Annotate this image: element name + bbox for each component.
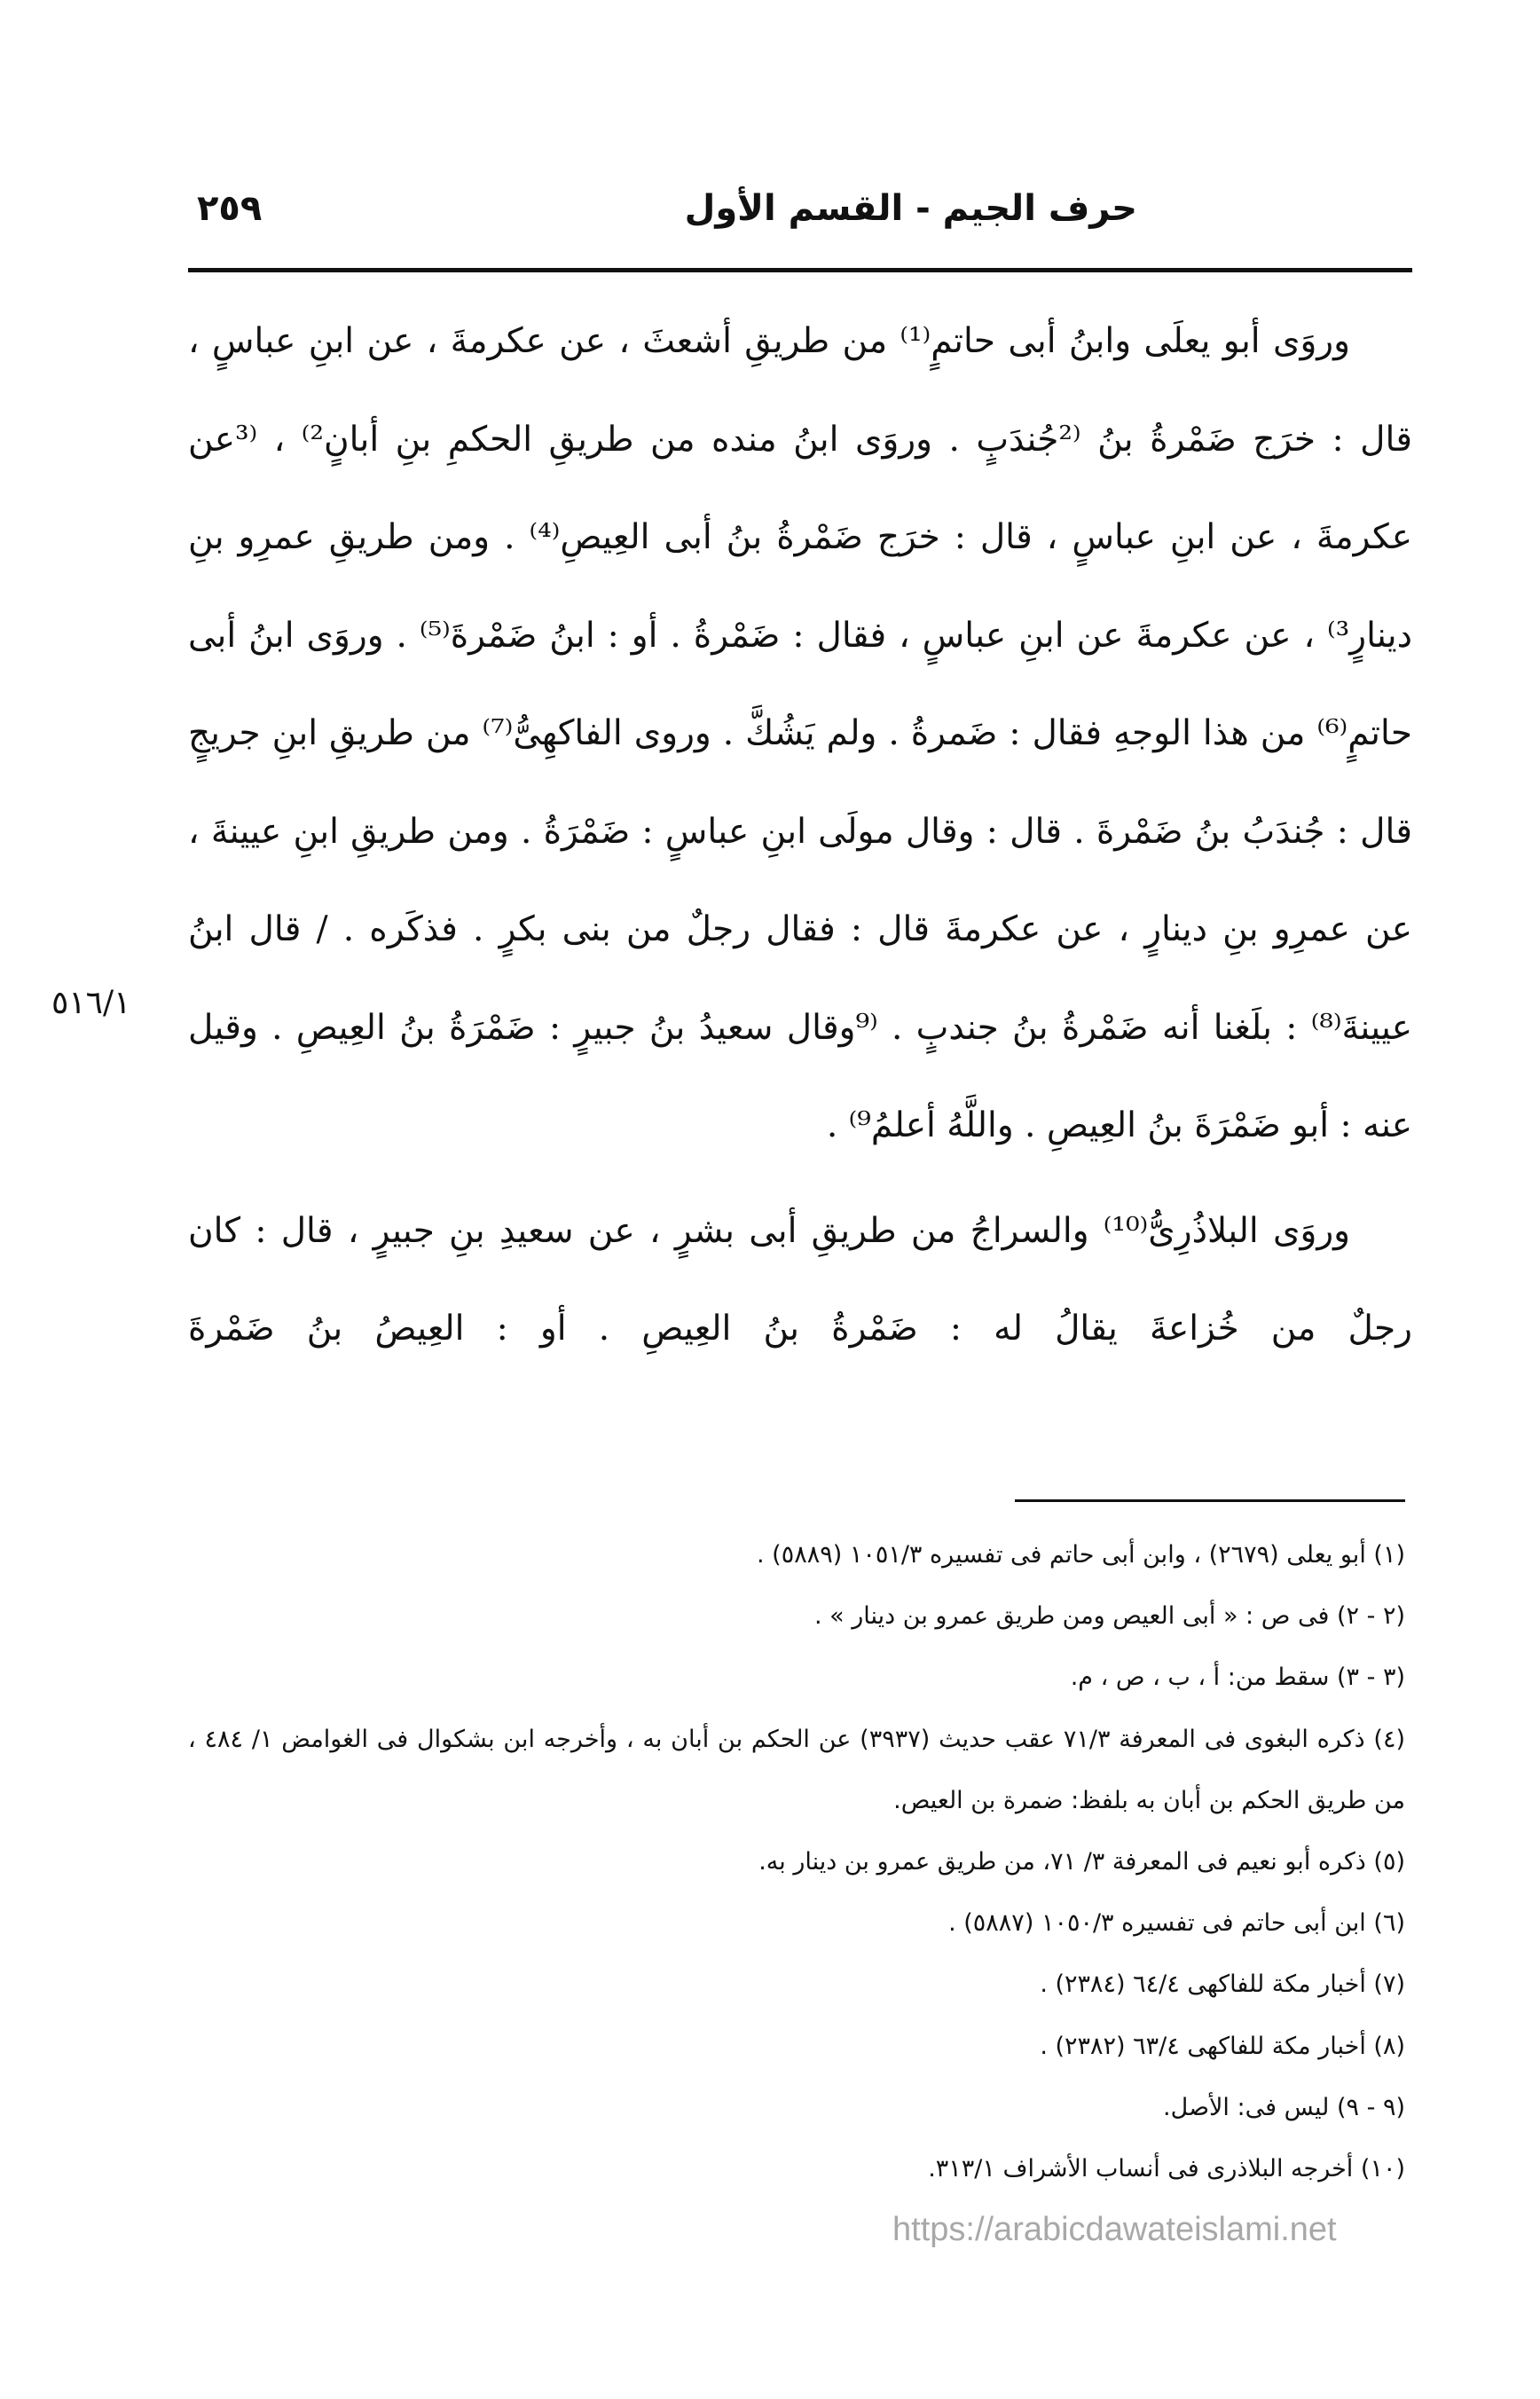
footnote-4: (٤) ذكره البغوى فى المعرفة ٧١/٣ عقب حديث (٣٩٣٧) عن الحكم بن أبان به ، وأخرجه ابن بشكوال فى الغوامض ١/ ٤٨٤ ، من طريق الحكم بن أبان به بلفظ: ضمرة بن العيص. <box>188 1725 1406 1814</box>
margin-reference: ٥١٦/١ <box>51 985 131 1021</box>
footnote-3: (٣ - ٣) سقط من: أ ، ب ، ص ، م. <box>1070 1664 1405 1692</box>
paragraph-2: وروَى البلاذُرِىُّ⁽¹⁰⁾ والسراجُ من طريقِ أبى بشرٍ ، عن سعيدِ بنِ جبيرٍ ، قال : كان رجلٌ من خُزاعةَ يقالُ له : ضَمْرةُ بنُ العِيصِ . أو : العِيصُ بنُ ضَمْرةَ <box>188 1210 1412 1349</box>
header-rule <box>188 268 1412 272</box>
page-header <box>188 177 1412 248</box>
footnote-8: (٨) أخبار مكة للفاكهى ٦٣/٤ (٢٣٨٢) . <box>1040 2032 1405 2060</box>
footnote-rule <box>1015 1499 1405 1502</box>
footnote-1: (١) أبو يعلى (٢٦٧٩) ، وابن أبى حاتم فى تفسيره ١٠٥١/٣ (٥٨٨٩) . <box>756 1541 1405 1569</box>
footnote-2: (٢ - ٢) فى ص : « أبى العيص ومن طريق عمرو بن دينار » . <box>813 1602 1405 1631</box>
footnote-5: (٥) ذكره أبو نعيم فى المعرفة ٣/ ٧١، من طريق عمرو بن دينار به. <box>758 1848 1405 1876</box>
footnotes <box>188 1524 1405 2199</box>
page-number: ٢٥٩ <box>197 188 263 229</box>
paragraph-1: وروَى أبو يعلَى وابنُ أبى حاتمٍ⁽¹⁾ من طريقِ أشعثَ ، عن عكرمةَ ، عن ابنِ عباسٍ ، قال : خرَج ضَمْرةُ بنُ ⁽²جُندَبٍ . وروَى ابنُ منده من طريقِ الحكمِ بنِ أبانٍ²⁾ ، ⁽³عن عكرمةَ ، عن ابنِ عباسٍ ، قال : خرَج ضَمْرةُ بنُ أبى العِيصِ⁽⁴⁾ . ومن طريقِ عمرِو بنِ دينارٍ³⁾ ، عن عكرمةَ عن ابنِ عباسٍ ، فقال : ضَمْرةُ . أو : ابنُ ضَمْرةَ⁽⁵⁾ . وروَى ابنُ أبى حاتمٍ⁽⁶⁾ من هذا الوجهِ فقال : ضَمرةُ . ولم يَشُكَّ . وروى الفاكهِىُّ⁽⁷⁾ من طريقِ ابنِ جريجٍ قال : جُندَبُ بنُ ضَمْرةَ . قال : وقال مولَى ابنِ عباسٍ : ضَمْرَةُ . ومن طريقِ ابنِ عيينةَ ، عن عمرِو بنِ دينارٍ ، عن عكرمةَ قال : فقال رجلٌ من بنى بكرٍ . فذكَره . / قال ابنُ عيينةَ⁽⁸⁾ : بلَغنا أنه ضَمْرةُ بنُ جندبٍ . ⁽⁹وقال سعيدُ بنُ جبيرٍ : ضَمْرَةُ بنُ العِيصِ . وقيل عنه : أبو ضَمْرَةَ بنُ العِيصِ . واللَّهُ أعلمُ⁹⁾ . <box>188 321 1413 1145</box>
main-text <box>188 293 1412 1379</box>
running-title: حرف الجيم - القسم الأول <box>684 188 1137 229</box>
footnote-10: (١٠) أخرجه البلاذرى فى أنساب الأشراف ٣١٣/١. <box>928 2155 1405 2183</box>
footnote-9: (٩ - ٩) ليس فى: الأصل. <box>1163 2093 1405 2121</box>
watermark-url: https://arabicdawateislami.net <box>892 2211 1337 2248</box>
footnote-7: (٧) أخبار مكة للفاكهى ٦٤/٤ (٢٣٨٤) . <box>1040 1970 1405 1999</box>
footnote-6: (٦) ابن أبى حاتم فى تفسيره ١٠٥٠/٣ (٥٨٨٧) . <box>948 1909 1405 1938</box>
